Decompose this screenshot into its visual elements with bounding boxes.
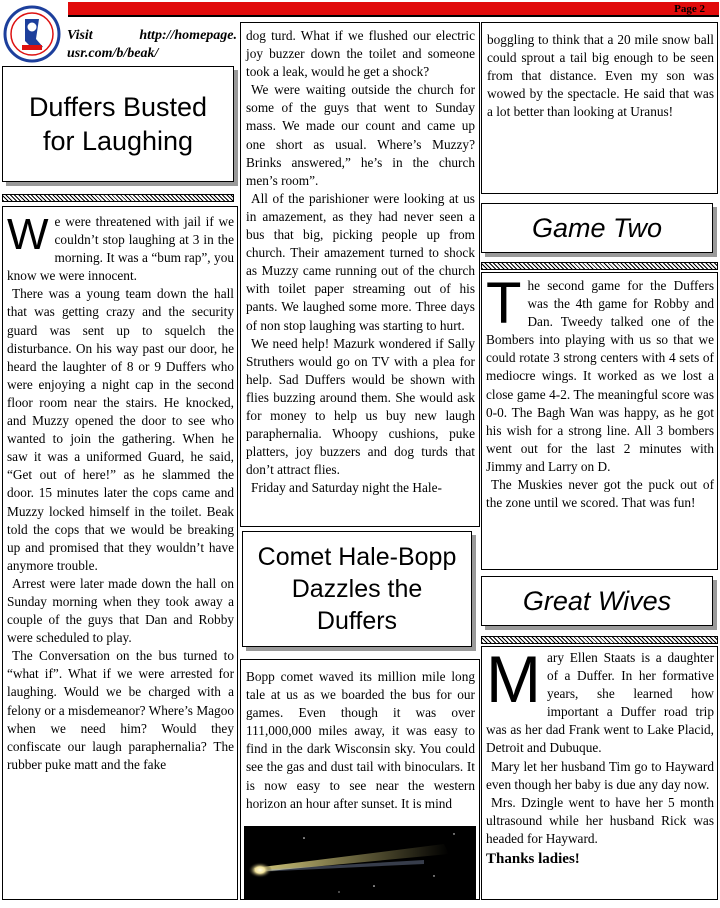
article-column-1 bbox=[2, 206, 238, 900]
closing-line bbox=[486, 850, 714, 868]
divider-hatch bbox=[2, 194, 234, 202]
divider-hatch bbox=[481, 636, 718, 644]
paragraph: ary Ellen Staats is a daughter of a Duffer. In her formative years, she learned how important a Duffer road trip was as her dad Frank went to Lake Placid, Detroit and Dubuque. bbox=[486, 650, 714, 756]
comet-continued-column bbox=[481, 22, 718, 194]
duffers-hockey-logo bbox=[3, 5, 61, 63]
headline-text: Duffers Busted for Laughing bbox=[28, 92, 208, 156]
paragraph: dog turd. What if we flushed our electric joy buzzer down the toilet and someone took a leak, would he get a shock? bbox=[246, 28, 475, 80]
great-wives-article bbox=[481, 646, 718, 900]
paragraph: he second game for the Duffers was the 4th game for Robby and Dan. Tweedy talked one of the Bombers into playing with us so that we could rotate 3 strong centers with 4 sets of mediocre wings. It worked as we lost a close game 4-2. The meaningful score was 0-0. The Bagh Wan was happy, as he got his wish for a strong line. All 3 bombers went out for the last 2 minutes with Jimmy and Larry on D. bbox=[486, 278, 714, 474]
paragraph: We need help! Mazurk wondered if Sally Struthers would go on TV with a plea for help. Sad Duffers would be shown with flies buzzing around them. She would ask for money to help us buy new laugh paraphernalia. Whoopy cushions, puke platters, joy buzzers and dog turds that don’t attract flies. bbox=[246, 335, 475, 478]
article-column-2 bbox=[240, 22, 480, 527]
headline-comet bbox=[242, 531, 472, 647]
headline-game-two bbox=[481, 203, 713, 253]
drop-cap: W bbox=[7, 210, 49, 259]
website-link[interactable]: Visit http://homepage. usr.com/b/beak/ bbox=[67, 28, 237, 61]
headline-text: Great Wives bbox=[522, 585, 672, 616]
headline-great-wives bbox=[481, 576, 713, 626]
comet-photo bbox=[244, 826, 476, 900]
paragraph: Mary let her husband Tim go to Hayward even though her baby is due any day now. bbox=[486, 758, 714, 792]
headline-text: Game Two bbox=[531, 212, 663, 243]
page-number: Page 2 bbox=[674, 3, 705, 15]
paragraph: The Muskies never got the puck out of the zone until we scored. That was fun! bbox=[486, 477, 714, 511]
drop-cap: T bbox=[486, 272, 522, 336]
paragraph: Bopp comet waved its million mile long tale at us as we boarded the bus for our games. Even though it was over 111,000,000 miles away, it was easy to find in the dark Wisconsin sky. You could see the gas and dust tail with binoculars. It is now easy to see near the western horizon an hour after sunset. It is mind bbox=[246, 669, 475, 811]
page-header-bar bbox=[68, 2, 719, 17]
game-two-article bbox=[481, 272, 718, 570]
closing-text: Thanks ladies! bbox=[486, 851, 580, 868]
headline-text: Comet Hale-Bopp Dazzles the Duffers bbox=[257, 543, 457, 635]
divider-hatch bbox=[481, 262, 718, 270]
paragraph: There was a young team down the hall that was getting crazy and the security guard was sent up to squelch the disturbance. On his way past our door, he heard the laughter of 8 or 9 Duffers who were enjoying a night cap in the second floor room near the stairs. He knocked, and Muzzy opened the door to see who wanted to join the gathering. When he saw it was a uniformed Guard, he said, “Get out of here!” as he slammed the door. 15 minutes later the cops came and Muzzy locked himself in the toilet. Beak told the cops that we would be breaking up and promised that they wouldn’t have anymore trouble. bbox=[7, 286, 234, 573]
paragraph: Arrest were later made down the hall on Sunday morning when they took away a couple of the guys that Dan and Robby were scheduled to play. bbox=[7, 575, 234, 646]
paragraph: Friday and Saturday night the Hale- bbox=[251, 480, 442, 496]
paragraph: The Conversation on the bus turned to “what if”. What if we were arrested for laughing. Would we be charged with a felony or a misdemeanor? Where’s Magoo when we need him? Would they confiscate our laugh paraphernalia? The rubber puke matt and the fake bbox=[7, 648, 234, 772]
paragraph: Mrs. Dzingle went to have her 5 month ultrasound while her husband Rick was headed for Hayward. bbox=[486, 794, 714, 846]
headline-duffers-busted bbox=[2, 66, 234, 182]
paragraph: We were waiting outside the church for some of the guys that went to Sunday mass. We made our count and came up one short as usual. Where’s Muzzy? Brinks answered,” he’s in the church men’s room”. bbox=[246, 82, 475, 188]
paragraph: e were threatened with jail if we couldn’t stop laughing at 3 in the morning. It was a “bum rap”, you know we were innocent. bbox=[7, 214, 234, 284]
paragraph: All of the parishioner were looking at us in amazement, as they had never seen a bus that big, picking people up from church. Their amazement turned to shock as Muzzy came running out of the church with toilet paper streaming out of his pants. We laughed some more. Three days of non stop laughing was starting to hurt. bbox=[246, 190, 475, 333]
drop-cap: M bbox=[486, 646, 541, 716]
paragraph: boggling to think that a 20 mile snow ball could sprout a tail big enough to be seen from that distance. Even my son was wowed by the spectacle. He said that was a lot better than looking at Uranus! bbox=[487, 32, 714, 120]
